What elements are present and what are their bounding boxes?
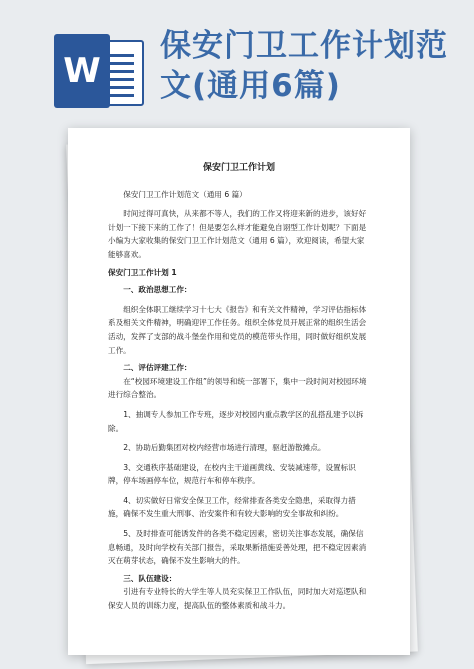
paragraph: 组织全体职工继续学习十七大《报告》和有关文件精神，学习评估指标体系及相关文件精神，明确迎评工作任务。组织全体党员开展正常的组织生活会活动，发挥了支部的战斗堡垒作用和党员的模范带头作用，同时做好组织发展工作。: [108, 304, 367, 355]
section-heading: 保安门卫工作计划 1: [108, 267, 177, 277]
document-heading: 保安门卫工作计划: [202, 163, 275, 173]
subsection-heading: 三、队伍建设：: [123, 573, 177, 583]
subtitle-line: 保安门卫工作计划范文（通用 6 篇）: [123, 189, 247, 199]
list-item: 1、抽调专人参加工作专班，逐步对校园内重点教学区的乱搭乱建予以拆除。: [108, 409, 364, 433]
intro-paragraph: 时间过得可真快，从来都不等人，我们的工作又将迎来新的进步，该好好计划一下接下来的工作了！但是要怎么样才能避免自诩型工作计划呢？下面是小编为大家收集的保安门卫工作计划范文（通用 6 篇），欢迎阅读，希望大家能够喜欢。: [108, 209, 367, 259]
document-page: [68, 128, 410, 655]
banner: [0, 0, 474, 110]
list-item: 3、交通秩序基础建设，在校内主干道画黄线、安装减速带，设置标识牌，停车场画停车位，规范行车和停车秩序。: [108, 462, 356, 486]
subsection-heading: 二、评估评建工作：: [123, 363, 192, 373]
word-icon: [54, 34, 142, 108]
paragraph: 引进有专业特长的大学生等人员充实保卫工作队伍，同时加大对巡逻队和保安人员的训练力度，提高队伍的整体素质和战斗力。: [108, 587, 367, 611]
word-letter: W: [54, 34, 110, 108]
paragraph: 在“校园环境建设工作组”的领导和统一部署下，集中一段时间对校园环境进行综合整治。: [108, 376, 367, 400]
subsection-heading: 一、政治思想工作：: [123, 285, 192, 295]
list-item: 4、切实做好日常安全保卫工作，经常排查各类安全隐患，采取得力措施，确保不发生重大刑事、治安案件和有较大影响的安全事故和纠纷。: [108, 495, 356, 519]
document-banner-title: 保安门卫工作计划范文(通用6篇): [160, 28, 448, 104]
list-item: 5、及时排查可能诱发件的各类不稳定因素，密切关注事态发展，确保信息畅通，及时向学校有关部门报告，采取果断措施妥善处理，把不稳定因素消灭在萌芽状态，确保不发生影响大的件。: [108, 529, 367, 566]
list-item: 2、协助后勤集团对校内经营市场进行清理，驱赶游散摊点。: [123, 443, 326, 453]
